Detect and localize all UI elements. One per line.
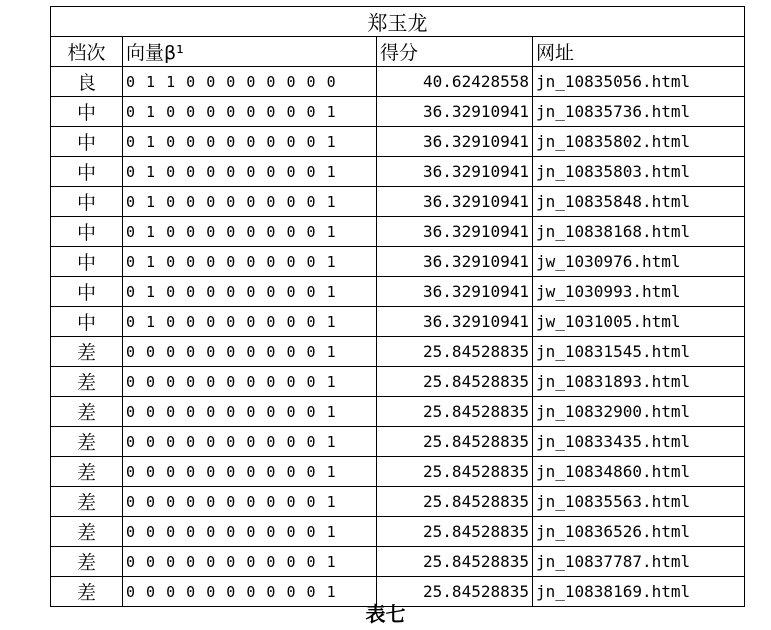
cell-grade: 中 (51, 97, 123, 127)
cell-score: 25.84528835 (377, 397, 533, 427)
table-row (51, 367, 745, 397)
cell-score: 40.62428558 (377, 67, 533, 97)
header-score: 得分 (377, 37, 533, 67)
table-row (51, 547, 745, 577)
table-row (51, 277, 745, 307)
table-row (51, 397, 745, 427)
cell-vector: 0 0 0 0 0 0 0 0 0 0 1 (123, 427, 377, 457)
cell-url: jn_10835803.html (533, 157, 745, 187)
cell-score: 25.84528835 (377, 427, 533, 457)
cell-vector: 0 0 0 0 0 0 0 0 0 0 1 (123, 397, 377, 427)
cell-vector: 0 0 0 0 0 0 0 0 0 0 1 (123, 487, 377, 517)
cell-url: jn_10831545.html (533, 337, 745, 367)
cell-url: jn_10836526.html (533, 517, 745, 547)
cell-vector: 0 1 0 0 0 0 0 0 0 0 1 (123, 127, 377, 157)
cell-vector: 0 1 0 0 0 0 0 0 0 0 1 (123, 277, 377, 307)
cell-vector: 0 1 0 0 0 0 0 0 0 0 1 (123, 217, 377, 247)
cell-url: jn_10837787.html (533, 547, 745, 577)
title-row (51, 7, 745, 37)
cell-score: 25.84528835 (377, 547, 533, 577)
table-title: 郑玉龙 (51, 7, 745, 37)
cell-url: jn_10838169.html (533, 577, 745, 607)
cell-url: jn_10831893.html (533, 367, 745, 397)
cell-score: 25.84528835 (377, 337, 533, 367)
cell-score: 25.84528835 (377, 457, 533, 487)
cell-url: jn_10835848.html (533, 187, 745, 217)
cell-grade: 差 (51, 517, 123, 547)
cell-url: jw_1030993.html (533, 277, 745, 307)
table-row (51, 247, 745, 277)
cell-url: jw_1030976.html (533, 247, 745, 277)
cell-url: jn_10835736.html (533, 97, 745, 127)
cell-score: 36.32910941 (377, 97, 533, 127)
table-caption: 表七 (365, 602, 406, 626)
cell-vector: 0 0 0 0 0 0 0 0 0 0 1 (123, 517, 377, 547)
table-body (51, 67, 745, 607)
cell-grade: 中 (51, 277, 123, 307)
header-vector: 向量β¹ (123, 37, 377, 67)
table-row (51, 187, 745, 217)
table-row (51, 217, 745, 247)
table-row (51, 337, 745, 367)
cell-score: 36.32910941 (377, 157, 533, 187)
table-row (51, 427, 745, 457)
table-row (51, 97, 745, 127)
header-row (51, 37, 745, 67)
cell-grade: 良 (51, 67, 123, 97)
score-table (50, 6, 745, 607)
cell-grade: 中 (51, 307, 123, 337)
cell-vector: 0 1 0 0 0 0 0 0 0 0 1 (123, 157, 377, 187)
cell-vector: 0 1 0 0 0 0 0 0 0 0 1 (123, 247, 377, 277)
cell-grade: 差 (51, 397, 123, 427)
header-url: 网址 (533, 37, 745, 67)
cell-grade: 中 (51, 247, 123, 277)
cell-grade: 中 (51, 187, 123, 217)
cell-score: 36.32910941 (377, 127, 533, 157)
cell-vector: 0 1 0 0 0 0 0 0 0 0 1 (123, 307, 377, 337)
cell-score: 25.84528835 (377, 367, 533, 397)
table-row (51, 517, 745, 547)
table-row (51, 127, 745, 157)
cell-grade: 差 (51, 487, 123, 517)
cell-url: jn_10835563.html (533, 487, 745, 517)
table-row (51, 457, 745, 487)
cell-grade: 差 (51, 577, 123, 607)
cell-url: jn_10834860.html (533, 457, 745, 487)
header-grade: 档次 (51, 37, 123, 67)
cell-vector: 0 1 0 0 0 0 0 0 0 0 1 (123, 97, 377, 127)
cell-grade: 中 (51, 157, 123, 187)
cell-score: 36.32910941 (377, 187, 533, 217)
table-row (51, 67, 745, 97)
cell-grade: 差 (51, 337, 123, 367)
cell-url: jn_10835802.html (533, 127, 745, 157)
cell-vector: 0 0 0 0 0 0 0 0 0 0 1 (123, 337, 377, 367)
table-row (51, 307, 745, 337)
cell-vector: 0 0 0 0 0 0 0 0 0 0 1 (123, 547, 377, 577)
cell-score: 36.32910941 (377, 307, 533, 337)
cell-vector: 0 0 0 0 0 0 0 0 0 0 1 (123, 577, 377, 607)
cell-grade: 差 (51, 427, 123, 457)
cell-grade: 差 (51, 547, 123, 577)
cell-url: jn_10838168.html (533, 217, 745, 247)
cell-url: jw_1031005.html (533, 307, 745, 337)
cell-url: jn_10832900.html (533, 397, 745, 427)
cell-grade: 中 (51, 127, 123, 157)
table-row (51, 487, 745, 517)
cell-grade: 中 (51, 217, 123, 247)
cell-vector: 0 0 0 0 0 0 0 0 0 0 1 (123, 457, 377, 487)
cell-score: 36.32910941 (377, 217, 533, 247)
cell-url: jn_10833435.html (533, 427, 745, 457)
cell-vector: 0 1 1 0 0 0 0 0 0 0 0 (123, 67, 377, 97)
cell-vector: 0 0 0 0 0 0 0 0 0 0 1 (123, 367, 377, 397)
cell-score: 36.32910941 (377, 277, 533, 307)
cell-grade: 差 (51, 367, 123, 397)
cell-score: 25.84528835 (377, 487, 533, 517)
cell-url: jn_10835056.html (533, 67, 745, 97)
cell-score: 25.84528835 (377, 577, 533, 607)
cell-vector: 0 1 0 0 0 0 0 0 0 0 1 (123, 187, 377, 217)
table-row (51, 157, 745, 187)
cell-score: 36.32910941 (377, 247, 533, 277)
cell-score: 25.84528835 (377, 517, 533, 547)
cell-grade: 差 (51, 457, 123, 487)
